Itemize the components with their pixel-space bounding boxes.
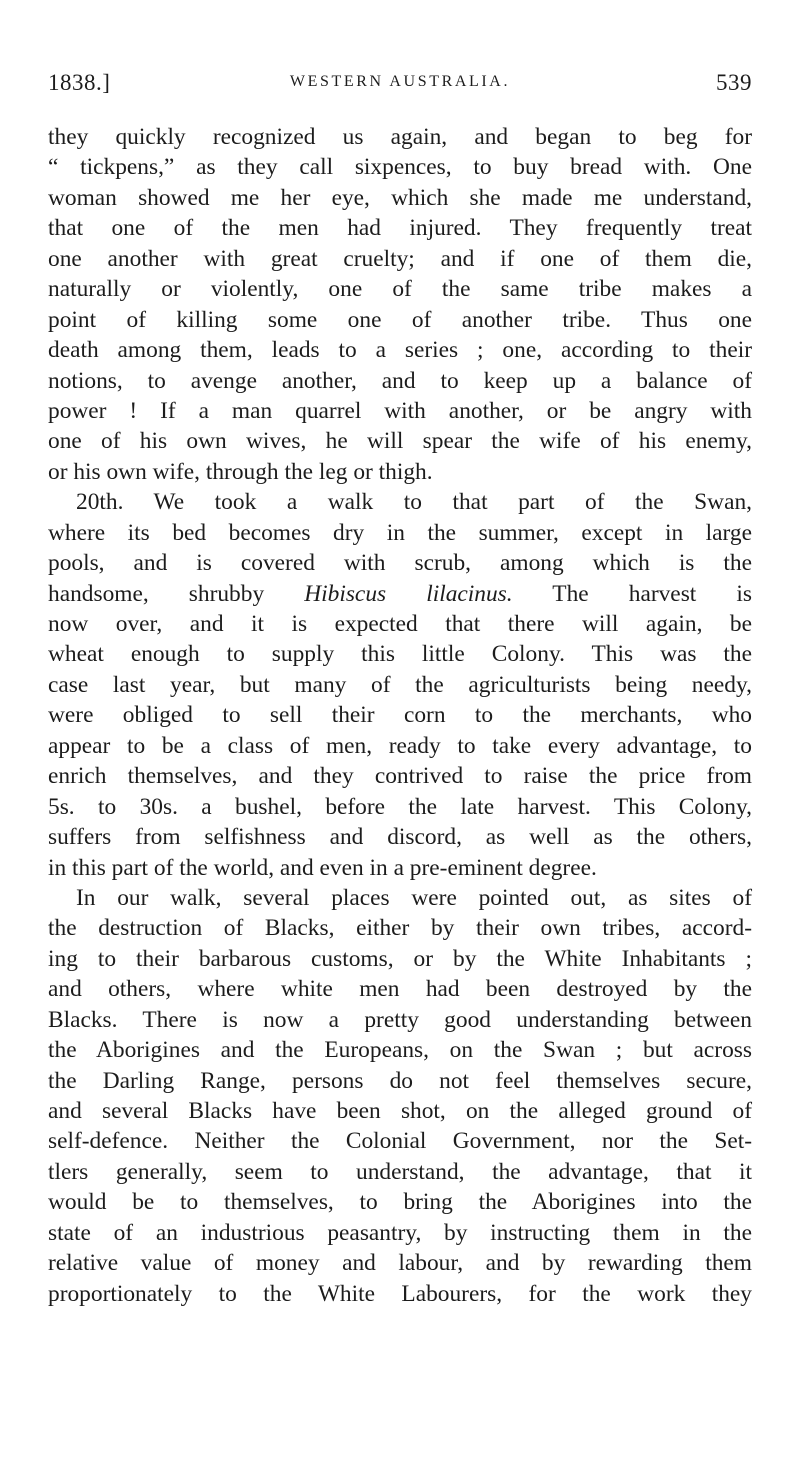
text-line: self-defence. Neither the Colonial Government, nor the Set- bbox=[48, 1128, 752, 1155]
text-line: suffers from selfishness and discord, as well as the others, bbox=[48, 824, 752, 851]
text-line: appear to be a class of men, ready to take every advantage, to bbox=[48, 732, 752, 759]
text-line: that one of the men had injured. They frequently treat bbox=[48, 215, 752, 242]
text-line: notions, to avenge another, and to keep up a balance of bbox=[48, 367, 752, 394]
text-line: tlers generally, seem to understand, the advantage, that it bbox=[48, 1158, 752, 1185]
text-line: the destruction of Blacks, either by their own tribes, accord- bbox=[48, 915, 752, 942]
text-line: now over, and it is expected that there will again, be bbox=[48, 611, 752, 637]
text-line: one of his own wives, he will spear the wife of his enemy, bbox=[48, 428, 752, 455]
text-line bbox=[48, 579, 752, 609]
text-line: were obliged to sell their corn to the merchants, who bbox=[48, 702, 752, 729]
running-title: WESTERN AUSTRALIA. bbox=[289, 73, 511, 90]
text-line: the Darling Range, persons do not feel themselves secure, bbox=[48, 1067, 752, 1094]
text-line: case last year, but many of the agriculturists being needy, bbox=[48, 671, 752, 698]
text-line: and others, where white men had been destroyed by the bbox=[48, 976, 752, 1003]
text-line: in this part of the world, and even in a pre-eminent degree. bbox=[48, 854, 597, 881]
text-line: death among them, leads to a series ; one, according to their bbox=[48, 337, 752, 364]
text-segment: The harvest is bbox=[512, 580, 752, 607]
page-number: 539 bbox=[716, 70, 752, 95]
text-segment: handsome, shrubby bbox=[48, 580, 305, 607]
running-header bbox=[48, 70, 752, 106]
species-name: Hibiscus lilacinus. bbox=[304, 580, 513, 607]
text-line: proportionately to the White Labourers, for the work they bbox=[48, 1280, 752, 1307]
body-text bbox=[48, 122, 752, 1309]
text-line: naturally or violently, one of the same tribe makes a bbox=[48, 276, 752, 303]
text-line: and several Blacks have been shot, on the alleged ground of bbox=[48, 1098, 752, 1124]
text-line: In our walk, several places were pointed out, as sites of bbox=[76, 884, 752, 911]
text-line: one another with great cruelty; and if one of them die, bbox=[48, 245, 752, 272]
text-line: power ! If a man quarrel with another, or be angry with bbox=[48, 397, 752, 424]
text-line: the Aborigines and the Europeans, on the Swan ; but across bbox=[48, 1037, 752, 1064]
text-line: Blacks. There is now a pretty good understanding between bbox=[48, 1006, 752, 1033]
text-line: point of killing some one of another tribe. Thus one bbox=[48, 306, 752, 333]
text-line: pools, and is covered with scrub, among which is the bbox=[48, 550, 752, 577]
text-line: state of an industrious peasantry, by instructing them in the bbox=[48, 1219, 752, 1246]
text-line: ing to their barbarous customs, or by the White Inhabitants ; bbox=[48, 945, 752, 972]
text-line: relative value of money and labour, and by rewarding them bbox=[48, 1250, 752, 1277]
text-line: wheat enough to supply this little Colony. This was the bbox=[48, 641, 752, 668]
text-line: or his own wife, through the leg or thigh. bbox=[48, 458, 433, 485]
text-line: woman showed me her eye, which she made me understand, bbox=[48, 184, 752, 211]
text-line: would be to themselves, to bring the Aborigines into the bbox=[48, 1189, 752, 1216]
header-year: 1838.] bbox=[48, 70, 111, 95]
text-line: 20th. We took a walk to that part of the Swan, bbox=[76, 489, 752, 516]
text-line: they quickly recognized us again, and began to beg for bbox=[48, 124, 752, 150]
text-line: 5s. to 30s. a bushel, before the late harvest. This Colony, bbox=[48, 793, 752, 820]
text-line: where its bed becomes dry in the summer, except in large bbox=[48, 519, 752, 546]
text-line: “ tickpens,” as they call sixpences, to buy bread with. One bbox=[48, 154, 752, 181]
text-line: enrich themselves, and they contrived to raise the price from bbox=[48, 763, 752, 790]
